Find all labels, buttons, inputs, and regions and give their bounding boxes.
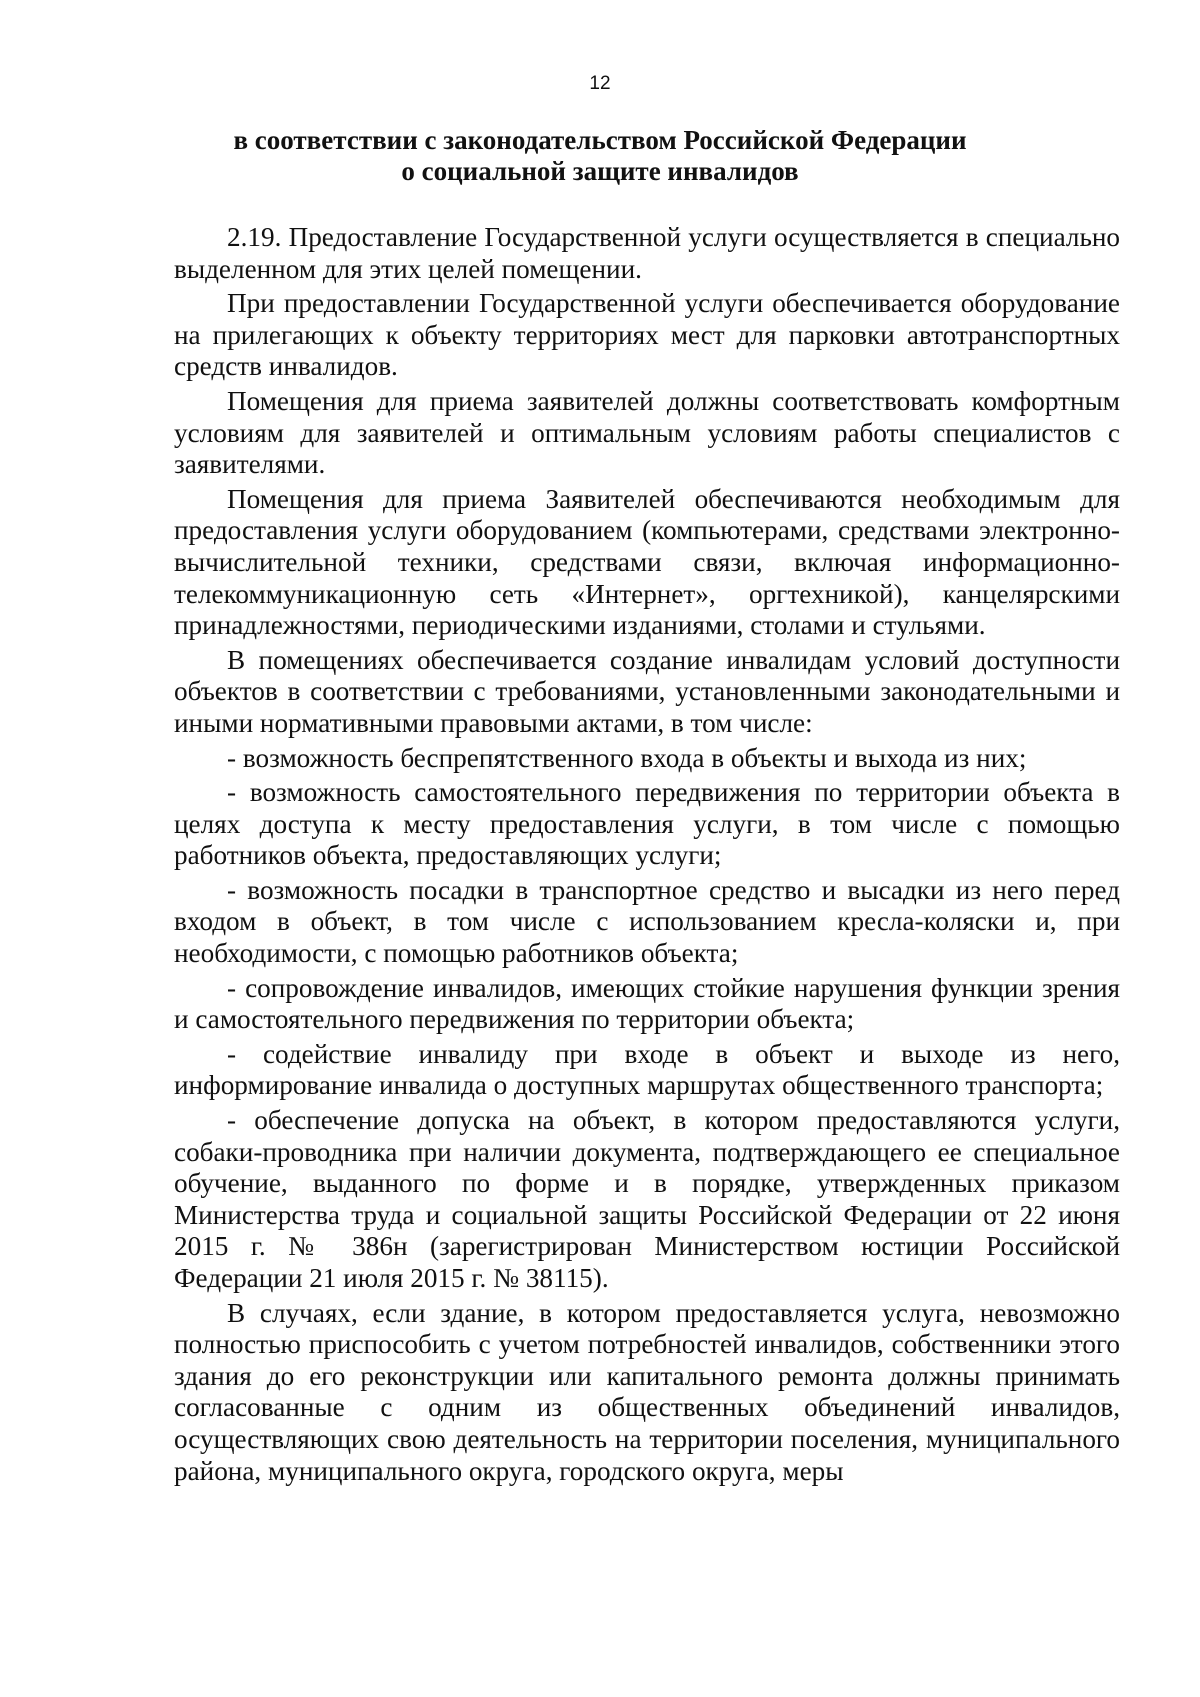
list-item-guide-dog: - обеспечение допуска на объект, в котором предоставляются услуги, собаки-проводника при наличии документа, подтверждающего ее специальное обучение, выданного по форме и в порядке, утвержденных приказом Министерства труда и социальной защиты Российской Федерации от 22 июня 2015 г. № 386н (зарегистрирован Министерством юстиции Российской Федерации 21 июля 2015 г. № 38115). xyxy=(174,1105,1120,1293)
paragraph-comfort-conditions: Помещения для приема заявителей должны соответствовать комфортным условиям для заявителей и оптимальным условиям работы специалистов с заявителями. xyxy=(174,385,1120,480)
paragraph-equipment: Помещения для приема Заявителей обеспечиваются необходимым для предоставления услуги оборудованием (компьютерами, средствами электронно-вычислительной техники, средствами связи, включая информационно-телекоммуникационную сеть «Интернет», оргтехникой), канцелярскими принадлежностями, периодическими изданиями, столами и стульями. xyxy=(174,483,1120,641)
section-heading xyxy=(0,125,1200,187)
section-heading-line-2: о социальной защите инвалидов xyxy=(401,156,799,186)
paragraph-accessibility-intro: В помещениях обеспечивается создание инвалидам условий доступности объектов в соответствии с требованиями, установленными законодательными и иными нормативными правовыми актами, в том числе: xyxy=(174,644,1120,738)
page-number: 12 xyxy=(589,73,611,94)
list-item-vehicle-boarding: - возможность посадки в транспортное средство и высадки из него перед входом в объект, в том числе с использованием кресла-коляски и, при необходимости, с помощью работников объекта; xyxy=(174,874,1120,969)
list-item-escort: - сопровождение инвалидов, имеющих стойкие нарушения функции зрения и самостоятельного передвижения по территории объекта; xyxy=(174,972,1120,1035)
document-body xyxy=(174,222,1120,1490)
paragraph-2-19: 2.19. Предоставление Государственной услуги осуществляется в специально выделенном для этих целей помещении. xyxy=(174,222,1120,284)
paragraph-building-adaptation: В случаях, если здание, в котором предоставляется услуга, невозможно полностью приспособить с учетом потребностей инвалидов, собственники этого здания до его реконструкции или капитального ремонта должны принимать согласованные с одним из общественных объединений инвалидов, осуществляющих свою деятельность на территории поселения, муниципального района, муниципального округа, городского округа, меры xyxy=(174,1297,1120,1486)
list-item-entry-exit: - возможность беспрепятственного входа в объекты и выхода из них; xyxy=(227,742,1027,773)
list-item-independent-movement: - возможность самостоятельного передвижения по территории объекта в целях доступа к месту предоставления услуги, в том числе с помощью работников объекта, предоставляющих услуги; xyxy=(174,777,1120,871)
paragraph-parking: При предоставлении Государственной услуги обеспечивается оборудование на прилегающих к объекту территориях мест для парковки автотранспортных средств инвалидов. xyxy=(174,288,1120,382)
section-heading-line-1: в соответствии с законодательством Российской Федерации xyxy=(233,125,967,155)
list-item-assistance: - содействие инвалиду при входе в объект и выходе из него, информирование инвалида о доступных маршрутах общественного транспорта; xyxy=(174,1038,1120,1101)
